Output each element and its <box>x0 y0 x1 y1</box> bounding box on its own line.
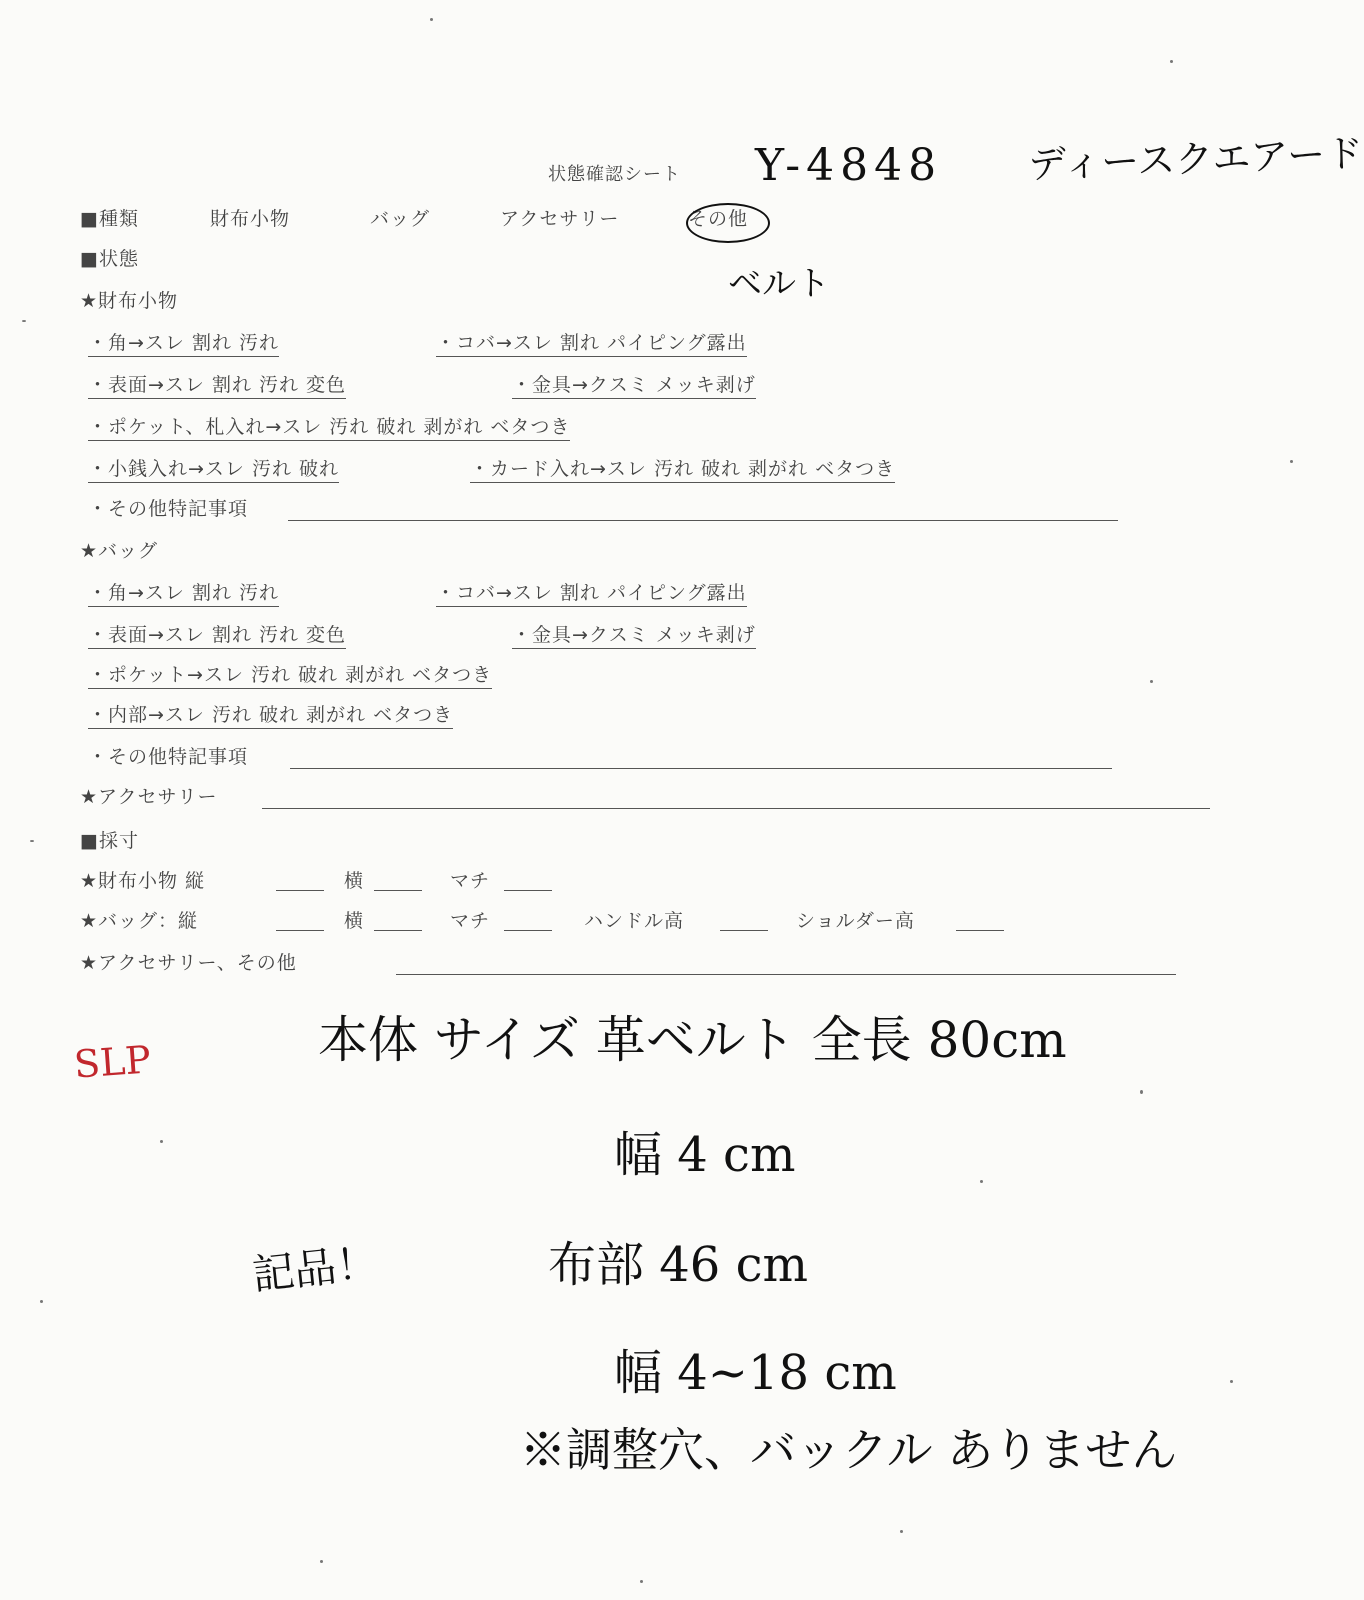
wallet-heading: ★財布小物 <box>80 290 179 312</box>
size-bag-gusset-label: マチ <box>450 910 491 932</box>
size-bag-handle-blank <box>720 914 768 931</box>
speck <box>980 1180 983 1183</box>
wallet-row4-right: ・カード入れ→スレ 汚れ 破れ 剥がれ ベタつき <box>470 454 895 483</box>
speck <box>640 1580 643 1583</box>
speck <box>320 1560 323 1563</box>
bag-heading: ★バッグ <box>80 540 159 562</box>
handwritten-line-1: 本体 サイズ 革ベルト 全長 80cm <box>318 1011 1067 1069</box>
shop-mark: SLP <box>72 1037 153 1087</box>
brand-name: ディースクエアード <box>1027 131 1364 187</box>
size-bag-handle-label: ハンドル高 <box>584 910 685 932</box>
speck <box>1170 60 1173 63</box>
wallet-row4-left: ・小銭入れ→スレ 汚れ 破れ <box>88 454 339 483</box>
type-label: ■種類 <box>80 208 139 230</box>
bag-other-line <box>290 768 1112 769</box>
bag-row4: ・内部→スレ 汚れ 破れ 剥がれ ベタつき <box>88 700 453 729</box>
size-wallet-gusset-blank <box>504 874 552 891</box>
handwritten-line-5: ※調整穴、バックル ありません <box>520 1423 1178 1477</box>
bag-other: ・その他特記事項 <box>88 746 249 768</box>
selection-circle <box>686 203 770 243</box>
speck <box>30 840 34 842</box>
size-bag-height-blank <box>276 914 324 931</box>
size-bag-height-label: ★バッグ：縦 <box>80 910 199 932</box>
sheet-title: 状態確認シート <box>548 164 681 185</box>
bag-row1-left: ・角→スレ 割れ 汚れ <box>88 578 279 607</box>
wallet-other: ・その他特記事項 <box>88 498 249 520</box>
speck <box>1140 1090 1143 1094</box>
handwritten-line-4: 幅 4~18 cm <box>614 1345 897 1401</box>
speck <box>160 1140 163 1143</box>
speck <box>900 1530 903 1533</box>
type-option-bag: バッグ <box>370 208 431 230</box>
wallet-row1-right: ・コバ→スレ 割れ パイピング露出 <box>436 328 747 357</box>
bag-row3: ・ポケット→スレ 汚れ 破れ 剥がれ ベタつき <box>88 660 492 689</box>
size-wallet-gusset-label: マチ <box>450 870 491 892</box>
wallet-row1-left: ・角→スレ 割れ 汚れ <box>88 328 279 357</box>
speck <box>22 320 26 322</box>
size-bag-shoulder-label: ショルダー高 <box>796 910 915 932</box>
wallet-other-line <box>288 520 1118 521</box>
speck <box>430 18 433 21</box>
wallet-row2-right: ・金具→クスミ メッキ剥げ <box>512 370 756 399</box>
bag-row2-right: ・金具→クスミ メッキ剥げ <box>512 620 756 649</box>
size-accessory-label: ★アクセサリー、その他 <box>80 952 297 974</box>
speck <box>40 1300 43 1303</box>
accessory-heading: ★アクセサリー <box>80 786 218 808</box>
size-wallet-height-label: ★財布小物 縦 <box>80 870 206 892</box>
handwritten-line-3: 布部 46 cm <box>548 1237 808 1293</box>
size-wallet-width-label: 横 <box>344 870 365 892</box>
speck <box>1230 1380 1233 1383</box>
wallet-row3: ・ポケット、札入れ→スレ 汚れ 破れ 剥がれ ベタつき <box>88 412 570 441</box>
condition-label: ■状態 <box>80 248 139 270</box>
size-bag-width-label: 横 <box>344 910 365 932</box>
type-note: ベルト <box>728 264 830 304</box>
size-accessory-line <box>396 974 1176 975</box>
bag-row2-left: ・表面→スレ 割れ 汚れ 変色 <box>88 620 346 649</box>
type-option-wallet: 財布小物 <box>210 208 291 230</box>
size-label: ■採寸 <box>80 830 139 852</box>
speck <box>1150 680 1153 683</box>
handwritten-line-2: 幅 4 cm <box>614 1127 796 1183</box>
accessory-line <box>262 808 1210 809</box>
handwritten-side-note: 記品！ <box>250 1237 381 1300</box>
size-bag-shoulder-blank <box>956 914 1004 931</box>
size-bag-width-blank <box>374 914 422 931</box>
size-bag-gusset-blank <box>504 914 552 931</box>
size-wallet-height-blank <box>276 874 324 891</box>
type-option-accessory: アクセサリー <box>500 208 620 230</box>
size-wallet-width-blank <box>374 874 422 891</box>
wallet-row2-left: ・表面→スレ 割れ 汚れ 変色 <box>88 370 346 399</box>
item-code: Y-4848 <box>755 140 943 191</box>
type-option-other: その他 <box>688 208 749 230</box>
speck <box>1290 460 1293 463</box>
bag-row1-right: ・コバ→スレ 割れ パイピング露出 <box>436 578 747 607</box>
